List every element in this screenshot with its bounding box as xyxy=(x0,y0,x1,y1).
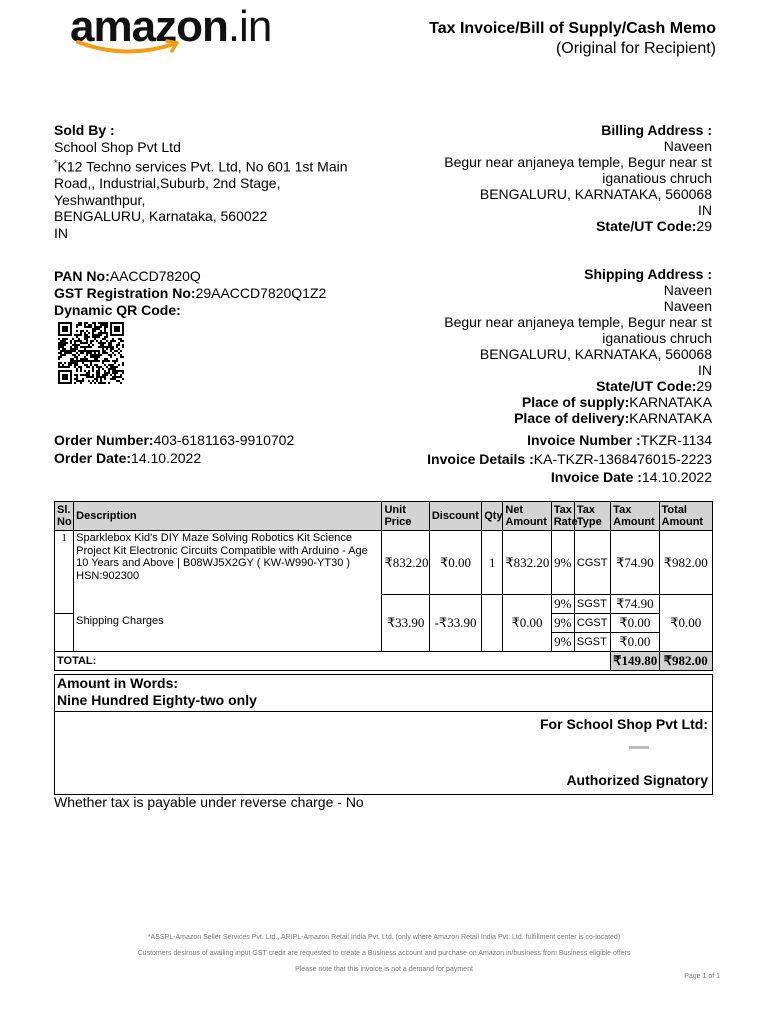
gst-label: GST Registration No: xyxy=(54,285,196,301)
amazon-logo xyxy=(66,0,306,70)
item-net-amount: ₹832.20 xyxy=(503,531,551,595)
item-unit-price: ₹832.20 xyxy=(382,531,429,595)
billing-line: BENGALURU, KARNATAKA, 560068 xyxy=(479,186,712,202)
item-total-amount: ₹982.00 xyxy=(659,531,712,595)
seller-address-line: Road,, Industrial,Suburb, 2nd Stage, xyxy=(54,175,281,192)
pan-number xyxy=(54,268,326,285)
qr-code-icon xyxy=(58,322,124,384)
delivery-value: KARNATAKA xyxy=(629,410,712,426)
order-number xyxy=(54,431,294,449)
shipping-net-amount: ₹0.00 xyxy=(503,614,551,652)
invoice-number xyxy=(427,431,712,450)
authorized-signatory: Authorized Signatory xyxy=(566,772,708,788)
billing-line: Naveen xyxy=(663,138,712,154)
billing-heading: Billing Address : xyxy=(601,122,712,138)
shipping-line: iganatious chruch xyxy=(602,330,712,346)
seller-heading: Sold By : xyxy=(54,122,115,138)
col-header-sl: Sl. No xyxy=(55,502,74,531)
total-row xyxy=(55,652,713,671)
order-date-value: 14.10.2022 xyxy=(131,450,202,466)
items-table xyxy=(54,501,713,671)
invoice-date-label: Invoice Date : xyxy=(550,469,642,485)
empty-cell xyxy=(503,595,551,614)
order-number-value: 403-6181163-9910702 xyxy=(153,432,295,448)
total-tax-amount: ₹149.80 xyxy=(611,652,659,671)
footer-line: Please note that this invoice is not a demand for payment xyxy=(295,966,473,973)
billing-line: iganatious chruch xyxy=(602,170,712,186)
page-number: Page 1 of 1 xyxy=(684,973,720,980)
item-tax-rate: 9% xyxy=(551,531,574,595)
billing-line: Begur near anjaneya temple, Begur near st xyxy=(444,154,712,170)
total-label: TOTAL: xyxy=(55,652,611,671)
order-number-label: Order Number: xyxy=(54,432,154,448)
delivery-label: Place of delivery: xyxy=(514,410,630,426)
invoice-date-value: 14.10.2022 xyxy=(641,469,712,485)
invoice-date xyxy=(427,468,712,487)
seller-block xyxy=(54,122,394,241)
item-tax-amount: ₹74.90 xyxy=(611,595,659,614)
signatory-for: For School Shop Pvt Ltd: xyxy=(540,716,708,732)
col-header-discount: Discount xyxy=(429,502,481,531)
shipping-state-value: 29 xyxy=(696,378,712,394)
empty-cell xyxy=(482,595,503,614)
pan-value: AACCD7820Q xyxy=(109,268,201,284)
shipping-discount: -₹33.90 xyxy=(429,614,481,652)
invoice-title-block xyxy=(429,20,716,58)
seller-name: School Shop Pvt Ltd xyxy=(54,138,181,155)
logo-word: amazon xyxy=(70,2,228,51)
table-row xyxy=(55,614,713,633)
col-header-description: Description xyxy=(74,502,382,531)
shipping-state xyxy=(412,378,712,394)
seller-address-line: IN xyxy=(54,224,68,241)
col-header-unit-price: Unit Price xyxy=(382,502,429,531)
order-date xyxy=(54,449,294,467)
invoice-details-value: KA-TKZR-1368476015-2223 xyxy=(533,450,712,467)
shipping-line: Naveen xyxy=(663,298,712,314)
col-header-tax-rate: Tax Rate xyxy=(551,502,574,531)
signature-mark xyxy=(629,746,649,749)
reverse-charge-note: Whether tax is payable under reverse charge - No xyxy=(54,794,364,810)
seller-address-line: Yeshwanthpur, xyxy=(54,191,146,208)
invoice-title: Tax Invoice/Bill of Supply/Cash Memo xyxy=(429,20,716,37)
empty-cell xyxy=(482,614,503,652)
place-of-delivery xyxy=(412,410,712,426)
item-description: Sparklebox Kid's DIY Maze Solving Robotics Kit Science Project Kit Electronic Circuits Compatible with Arduino - Age 10 Years and Above | B08WJ5X2GY ( KW-W990-YT30 ) xyxy=(76,532,368,569)
invoice-details-label: Invoice Details : xyxy=(427,450,534,467)
invoice-number-label: Invoice Number : xyxy=(527,432,641,448)
item-tax-rate: 9% xyxy=(551,595,574,614)
smile-arrow-icon xyxy=(70,38,190,60)
billing-state-label: State/UT Code: xyxy=(596,218,697,234)
item-tax-type: CGST xyxy=(574,531,610,595)
empty-cell xyxy=(382,595,429,614)
item-discount: ₹0.00 xyxy=(429,531,481,595)
item-qty: 1 xyxy=(482,531,503,595)
logo-suffix: .in xyxy=(227,2,272,51)
total-amount: ₹982.00 xyxy=(659,652,712,671)
shipping-line: Begur near anjaneya temple, Begur near st xyxy=(444,314,712,330)
invoice-block xyxy=(427,431,712,487)
gst-number xyxy=(54,285,326,302)
item-tax-type: SGST xyxy=(574,595,610,614)
supply-value: KARNATAKA xyxy=(629,394,712,410)
billing-block xyxy=(412,122,712,234)
signatory-box xyxy=(54,711,713,795)
address-star: * xyxy=(54,158,58,168)
table-header-row xyxy=(55,502,713,531)
shipping-tax-type: SGST xyxy=(574,633,610,652)
shipping-total-amount: ₹0.00 xyxy=(659,614,712,652)
amount-in-words-label: Amount in Words: xyxy=(57,675,179,691)
item-hsn: HSN:902300 xyxy=(76,569,140,582)
shipping-tax-rate: 9% xyxy=(551,633,574,652)
gst-value: 29AACCD7820Q1Z2 xyxy=(195,285,327,301)
col-header-net-amount: Net Amount xyxy=(503,502,551,531)
seller-address-line xyxy=(54,155,394,175)
col-header-qty: Qty xyxy=(482,502,503,531)
amount-in-words-box xyxy=(54,674,713,712)
invoice-subtitle: (Original for Recipient) xyxy=(555,40,716,57)
item-sl: 1 xyxy=(55,531,74,614)
item-tax-amount: ₹74.90 xyxy=(611,531,659,595)
order-block xyxy=(54,431,294,467)
amount-in-words-value: Nine Hundred Eighty-two only xyxy=(57,692,257,708)
shipping-tax-rate: 9% xyxy=(551,614,574,633)
table-row xyxy=(55,531,713,595)
col-header-tax-amount: Tax Amount xyxy=(611,502,659,531)
shipping-line: IN xyxy=(698,362,712,378)
footer-line: *ASSPL-Amazon Seller Services Pvt. Ltd., ARIPL-Amazon Retail India Pvt. Ltd. (only where Amazon Retail India Pvt. Ltd. fulfillment center is co-located) xyxy=(147,934,621,941)
shipping-line: BENGALURU, KARNATAKA, 560068 xyxy=(479,346,712,362)
empty-cell xyxy=(659,595,712,614)
shipping-tax-amount: ₹0.00 xyxy=(611,633,659,652)
order-date-label: Order Date: xyxy=(54,450,132,466)
shipping-line: Naveen xyxy=(663,282,712,298)
shipping-state-label: State/UT Code: xyxy=(596,378,697,394)
shipping-tax-type: CGST xyxy=(574,614,610,633)
seller-address-line: BENGALURU, Karnataka, 560022 xyxy=(54,208,268,225)
tax-id-block xyxy=(54,268,326,319)
invoice-details xyxy=(427,450,712,469)
shipping-unit-price: ₹33.90 xyxy=(382,614,429,652)
billing-state xyxy=(412,218,712,234)
col-header-tax-type: Tax Type xyxy=(574,502,610,531)
item-description-cell xyxy=(74,531,382,614)
place-of-supply xyxy=(412,394,712,410)
footer-line: Customers desirous of availing input GST credit are requested to create a Business account and purchase on Amazon.in/business from Business eligible offers xyxy=(137,950,631,957)
shipping-description: Shipping Charges xyxy=(74,614,382,652)
shipping-heading: Shipping Address : xyxy=(584,266,712,282)
invoice-number-value: TKZR-1134 xyxy=(640,432,712,448)
shipping-tax-amount: ₹0.00 xyxy=(611,614,659,633)
shipping-block xyxy=(412,266,712,426)
pan-label: PAN No: xyxy=(54,268,110,284)
seller-address-text: K12 Techno services Pvt. Ltd, No 601 1st Main xyxy=(57,158,348,175)
billing-line: IN xyxy=(698,202,712,218)
supply-label: Place of supply: xyxy=(521,394,630,410)
empty-cell xyxy=(55,614,74,652)
qr-label: Dynamic QR Code: xyxy=(54,302,181,318)
col-header-total-amount: Total Amount xyxy=(659,502,712,531)
billing-state-value: 29 xyxy=(696,218,712,234)
empty-cell xyxy=(429,595,481,614)
